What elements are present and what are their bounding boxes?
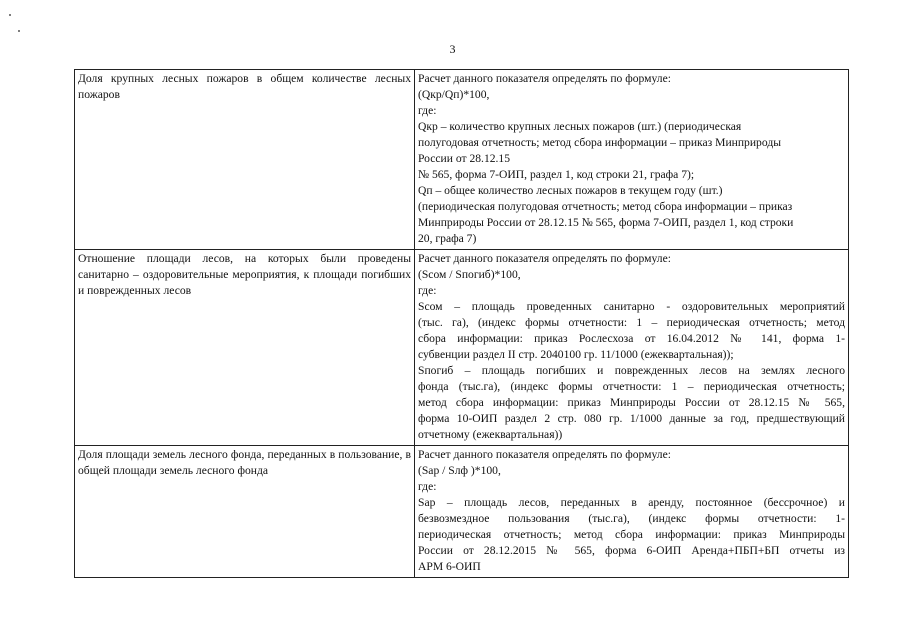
- method-line: где:: [418, 104, 437, 117]
- table-row: [75, 446, 849, 578]
- method-line: Минприроды России от 28.12.15 № 565, форма 7-ОИП, раздел 1, код строки: [418, 216, 794, 229]
- method-line: сбора информации: приказ Рослесхоза от 16.04.2012 № 141, форма 1-: [418, 332, 845, 345]
- method-line: (периодическая полугодовая отчетность; метод сбора информации – приказ: [418, 200, 793, 213]
- method-line: метод сбора информации: приказ Минприроды России от 28.12.15 № 565,: [418, 396, 845, 409]
- method-line: Расчет данного показателя определять по формуле:: [418, 72, 671, 85]
- method-line: России от 28.12.15: [418, 152, 511, 165]
- method-line: где:: [418, 284, 437, 297]
- method-line: полугодовая отчетность; метод сбора информации – приказ Минприроды: [418, 136, 782, 149]
- method-line: отчетному (ежеквартальная)): [418, 428, 563, 441]
- calculation-method: [415, 446, 849, 578]
- scan-speck: [18, 30, 20, 32]
- indicator-name: Отношение площади лесов, на которых были проведены санитарно – оздоровительные мероприятия, к площади погибших и поврежденных лесов: [75, 250, 415, 446]
- method-line: № 565, форма 7-ОИП, раздел 1, код строки 21, графа 7);: [418, 168, 695, 181]
- method-line: Sпогиб – площадь погибших и поврежденных лесов на землях лесного: [418, 364, 845, 377]
- calculation-method: [415, 70, 849, 250]
- method-line: Sар – площадь лесов, переданных в аренду, постоянное (бессрочное) и: [418, 496, 845, 509]
- method-line: Расчет данного показателя определять по формуле:: [418, 252, 671, 265]
- indicator-name: Доля площади земель лесного фонда, переданных в пользование, в общей площади земель лесного фонда: [75, 446, 415, 578]
- table-row: [75, 250, 849, 446]
- method-line: 20, графа 7): [418, 232, 477, 245]
- scan-speck: [9, 14, 11, 16]
- method-line: где:: [418, 480, 437, 493]
- method-line: (тыс. га), (индекс формы отчетности: 1 – периодическая отчетность; метод: [418, 316, 845, 329]
- formula: (Sсом / Sпогиб)*100,: [418, 268, 521, 281]
- formula: (Qкр/Qп)*100,: [418, 88, 490, 101]
- method-line: безвозмездное пользования (тыс.га), (индекс формы отчетности: 1-: [418, 512, 845, 525]
- method-line: периодическая отчетность; метод сбора информации: приказ Минприроды: [418, 528, 845, 541]
- formula: (Sар / Sлф )*100,: [418, 464, 501, 477]
- method-line: России от 28.12.2015 № 565, форма 6-ОИП Аренда+ПБП+БП отчеты из: [418, 544, 845, 557]
- method-line: субвенции раздел II стр. 2040100 гр. 11/1000 (ежеквартальная));: [418, 348, 734, 361]
- method-line: фонда (тыс.га), (индекс формы отчетности: 1 – периодическая отчетность;: [418, 380, 845, 393]
- table-row: [75, 70, 849, 250]
- indicator-name: Доля крупных лесных пожаров в общем количестве лесных пожаров: [75, 70, 415, 250]
- method-line: Расчет данного показателя определять по формуле:: [418, 448, 671, 461]
- calculation-method: [415, 250, 849, 446]
- indicator-table: [74, 69, 849, 578]
- method-line: АРМ 6-ОИП: [418, 560, 481, 573]
- method-line: Qп – общее количество лесных пожаров в текущем году (шт.): [418, 184, 723, 197]
- page-number: 3: [449, 42, 456, 56]
- method-line: Qкр – количество крупных лесных пожаров (шт.) (периодическая: [418, 120, 742, 133]
- method-line: Sсом – площадь проведенных санитарно - оздоровительных мероприятий: [418, 300, 845, 313]
- method-line: форма 10-ОИП раздел 2 стр. 080 гр. 1/1000 данные за год, предшествующий: [418, 412, 845, 425]
